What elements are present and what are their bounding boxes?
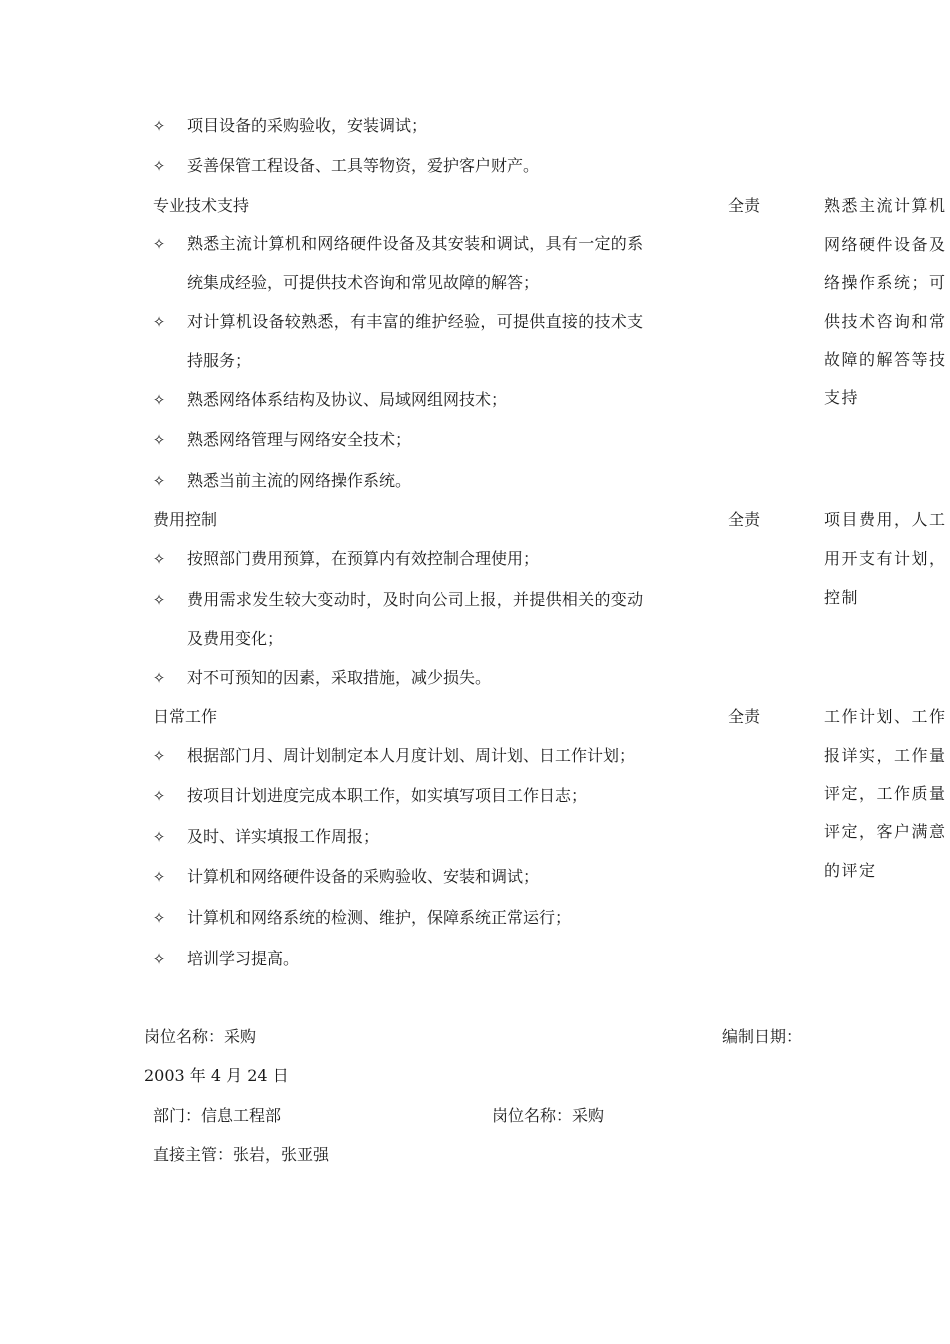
list-item-text: 熟悉网络体系结构及协议、局域网组网技术； — [187, 390, 508, 409]
list-item-text: 持服务； — [187, 351, 252, 370]
standard-text-line: 支持 — [824, 388, 860, 407]
standard-text-line: 用开支有计划， — [824, 549, 947, 568]
list-item-text: 熟悉当前主流的网络操作系统。 — [187, 471, 412, 490]
standard-text-line: 项目费用，人工 — [824, 510, 947, 529]
standard-text-line: 工作计划、工作 — [824, 707, 947, 726]
list-item-text: 熟悉主流计算机和网络硬件设备及其安装和调试，具有一定的系 — [187, 234, 644, 253]
standard-text-line: 供技术咨询和常 — [824, 312, 947, 331]
list-item-text: 熟悉网络管理与网络安全技术； — [187, 430, 412, 449]
supervisor-field: 直接主管：张岩，张亚强 — [153, 1145, 330, 1164]
bullet-icon: ✧ — [152, 747, 166, 765]
list-item-text: 费用需求发生较大变动时，及时向公司上报，并提供相关的变动 — [187, 590, 644, 609]
responsibility-level: 全责 — [728, 707, 761, 726]
responsibility-level: 全责 — [728, 510, 761, 529]
list-item-text: 计算机和网络硬件设备的采购验收、安装和调试； — [187, 867, 540, 886]
list-item-text: 统集成经验，可提供技术咨询和常见故障的解答； — [187, 273, 540, 292]
bullet-icon: ✧ — [152, 868, 166, 886]
list-item-text: 妥善保管工程设备、工具等物资，爱护客户财产。 — [187, 156, 540, 175]
bullet-icon: ✧ — [152, 391, 166, 409]
department-field: 部门：信息工程部 — [153, 1106, 282, 1125]
bullet-icon: ✧ — [152, 591, 166, 609]
bullet-icon: ✧ — [152, 950, 166, 968]
standard-text-line: 报详实，工作量 — [824, 746, 947, 765]
bullet-icon: ✧ — [152, 909, 166, 927]
list-item-text: 根据部门月、周计划制定本人月度计划、周计划、日工作计划； — [187, 746, 636, 765]
bullet-icon: ✧ — [152, 828, 166, 846]
bullet-icon: ✧ — [152, 235, 166, 253]
standard-text-line: 网络硬件设备及 — [824, 235, 947, 254]
list-item-text: 按照部门费用预算，在预算内有效控制合理使用； — [187, 549, 540, 568]
position-title: 岗位名称：采购 — [144, 1027, 257, 1046]
list-item-text: 及费用变化； — [187, 629, 284, 648]
compiled-date-label: 编制日期： — [722, 1027, 803, 1046]
list-item-text: 及时、详实填报工作周报； — [187, 827, 380, 846]
list-item-text: 项目设备的采购验收，安装调试； — [187, 116, 428, 135]
compiled-date: 2003 年 4 月 24 日 — [144, 1066, 289, 1085]
list-item-text: 对计算机设备较熟悉，有丰富的维护经验，可提供直接的技术支 — [187, 312, 644, 331]
list-item-text: 计算机和网络系统的检测、维护，保障系统正常运行； — [187, 908, 572, 927]
standard-text-line: 控制 — [824, 588, 860, 607]
standard-text-line: 的评定 — [824, 861, 877, 880]
section-title: 费用控制 — [153, 510, 218, 529]
bullet-icon: ✧ — [152, 787, 166, 805]
bullet-icon: ✧ — [152, 157, 166, 175]
section-title: 专业技术支持 — [153, 196, 250, 215]
standard-text-line: 熟悉主流计算机 — [824, 196, 947, 215]
bullet-icon: ✧ — [152, 313, 166, 331]
section-title: 日常工作 — [153, 707, 218, 726]
bullet-icon: ✧ — [152, 472, 166, 490]
responsibility-level: 全责 — [728, 196, 761, 215]
list-item-text: 按项目计划进度完成本职工作，如实填写项目工作日志； — [187, 786, 588, 805]
bullet-icon: ✧ — [152, 669, 166, 687]
standard-text-line: 故障的解答等技 — [824, 350, 947, 369]
bullet-icon: ✧ — [152, 431, 166, 449]
standard-text-line: 评定，工作质量 — [824, 784, 947, 803]
standard-text-line: 络操作系统；可 — [824, 273, 947, 292]
list-item-text: 培训学习提高。 — [187, 949, 300, 968]
bullet-icon: ✧ — [152, 117, 166, 135]
position-name-field: 岗位名称：采购 — [492, 1106, 605, 1125]
list-item-text: 对不可预知的因素，采取措施，减少损失。 — [187, 668, 492, 687]
standard-text-line: 评定，客户满意 — [824, 822, 947, 841]
bullet-icon: ✧ — [152, 550, 166, 568]
